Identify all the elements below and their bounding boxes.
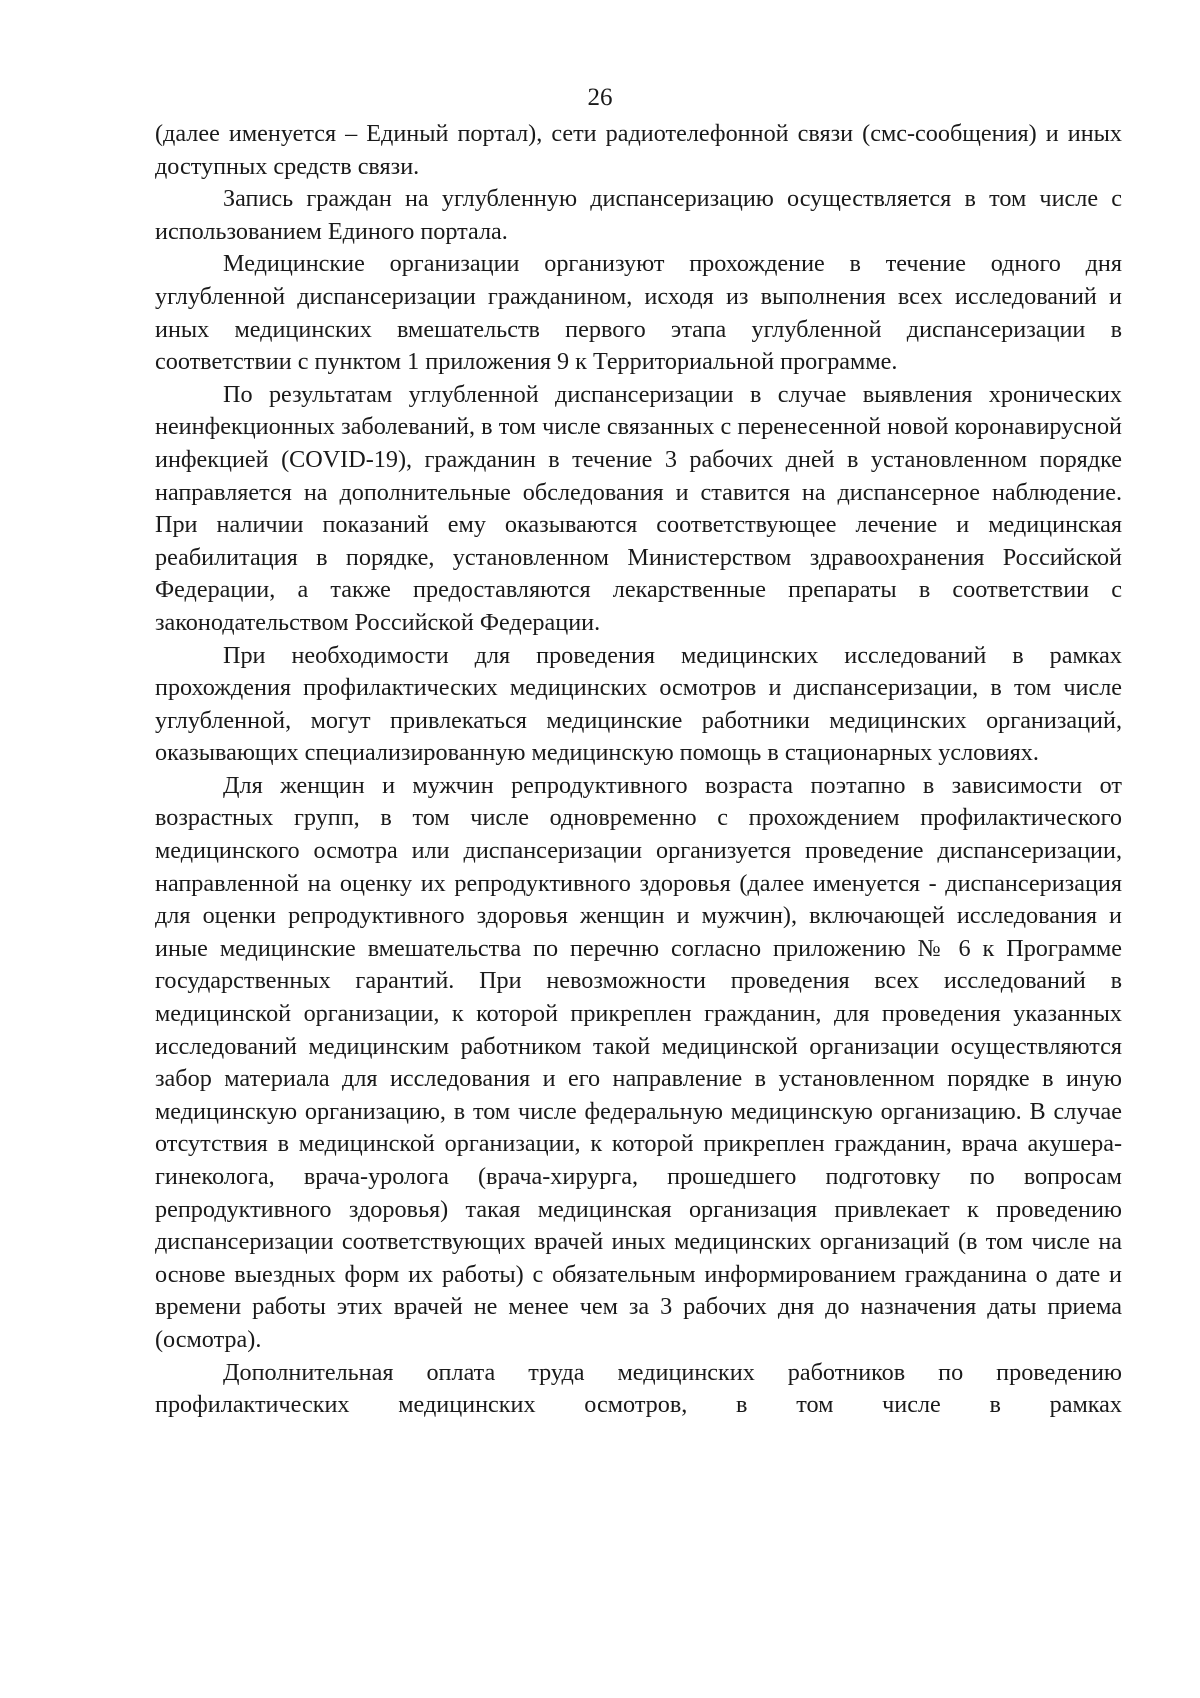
paragraph-specialists: При необходимости для проведения медицинских исследований в рамках прохождения профилактических медицинских осмотров и диспансеризации, в том числе углубленной, могут привлекаться медицинские работники медицинских организаций, оказывающих специализированную медицинскую помощь в стационарных условиях. [155,641,1122,767]
paragraph-results: По результатам углубленной диспансеризации в случае выявления хронических неинфекционных заболеваний, в том числе связанных с перенесенной новой коронавирусной инфекцией (COVID-19), гражданин в течение 3 рабочих дней в установленном порядке направляется на дополнительные обследования и ставится на диспансерное наблюдение. При наличии показаний ему оказываются соответствующее лечение и медицинская реабилитация в порядке, установленном Министерством здравоохранения Российской Федерации, а также предоставляются лекарственные препараты в соответствии с законодательством Российской Федерации. [155,380,1122,636]
paragraph-continuation: (далее именуется – Единый портал), сети радиотелефонной связи (смс-сообщения) и иных доступных средств связи. [155,120,1122,180]
paragraph-reproductive-health: Для женщин и мужчин репродуктивного возраста поэтапно в зависимости от возрастных групп, в том числе одновременно с прохождением профилактического медицинского осмотра или диспансеризации организуется проведение диспансеризации, направленной на оценку их репродуктивного здоровья (далее именуется - диспансеризация для оценки репродуктивного здоровья женщин и мужчин), включающей исследования и иные медицинские вмешательства по перечню согласно приложению № 6 к Программе государственных гарантий. При невозможности проведения всех исследований в медицинской организации, к которой прикреплен гражданин, для проведения указанных исследований медицинским работником такой медицинской организации осуществляются забор материала для исследования и его направление в установленном порядке в иную медицинскую организацию, в том числе федеральную медицинскую организацию. В случае отсутствия в медицинской организации, к которой прикреплен гражданин, врача акушера-гинеколога, врача-уролога (врача-хирурга, прошедшего подготовку по вопросам репродуктивного здоровья) такая медицинская организация привлекает к проведению диспансеризации соответствующих врачей иных медицинских организаций (в том числе на основе выездных форм их работы) с обязательным информированием гражданина о дате и времени работы этих врачей не менее чем за 3 рабочих дня до назначения даты приема (осмотра). [155,771,1122,1353]
document-body [155,118,1122,1422]
paragraph-additional-payment: Дополнительная оплата труда медицинских работников по проведению профилактических медицинских осмотров, в том числе в рамках [155,1358,1122,1419]
page-number: 26 [587,84,613,111]
paragraph-registration: Запись граждан на углубленную диспансеризацию осуществляется в том числе с использованием Единого портала. [155,185,1122,245]
paragraph-one-day-examination: Медицинские организации организуют прохождение в течение одного дня углубленной диспансеризации гражданином, исходя из выполнения всех исследований и иных медицинских вмешательств первого этапа углубленной диспансеризации в соответствии с пунктом 1 приложения 9 к Территориальной программе. [155,250,1122,376]
